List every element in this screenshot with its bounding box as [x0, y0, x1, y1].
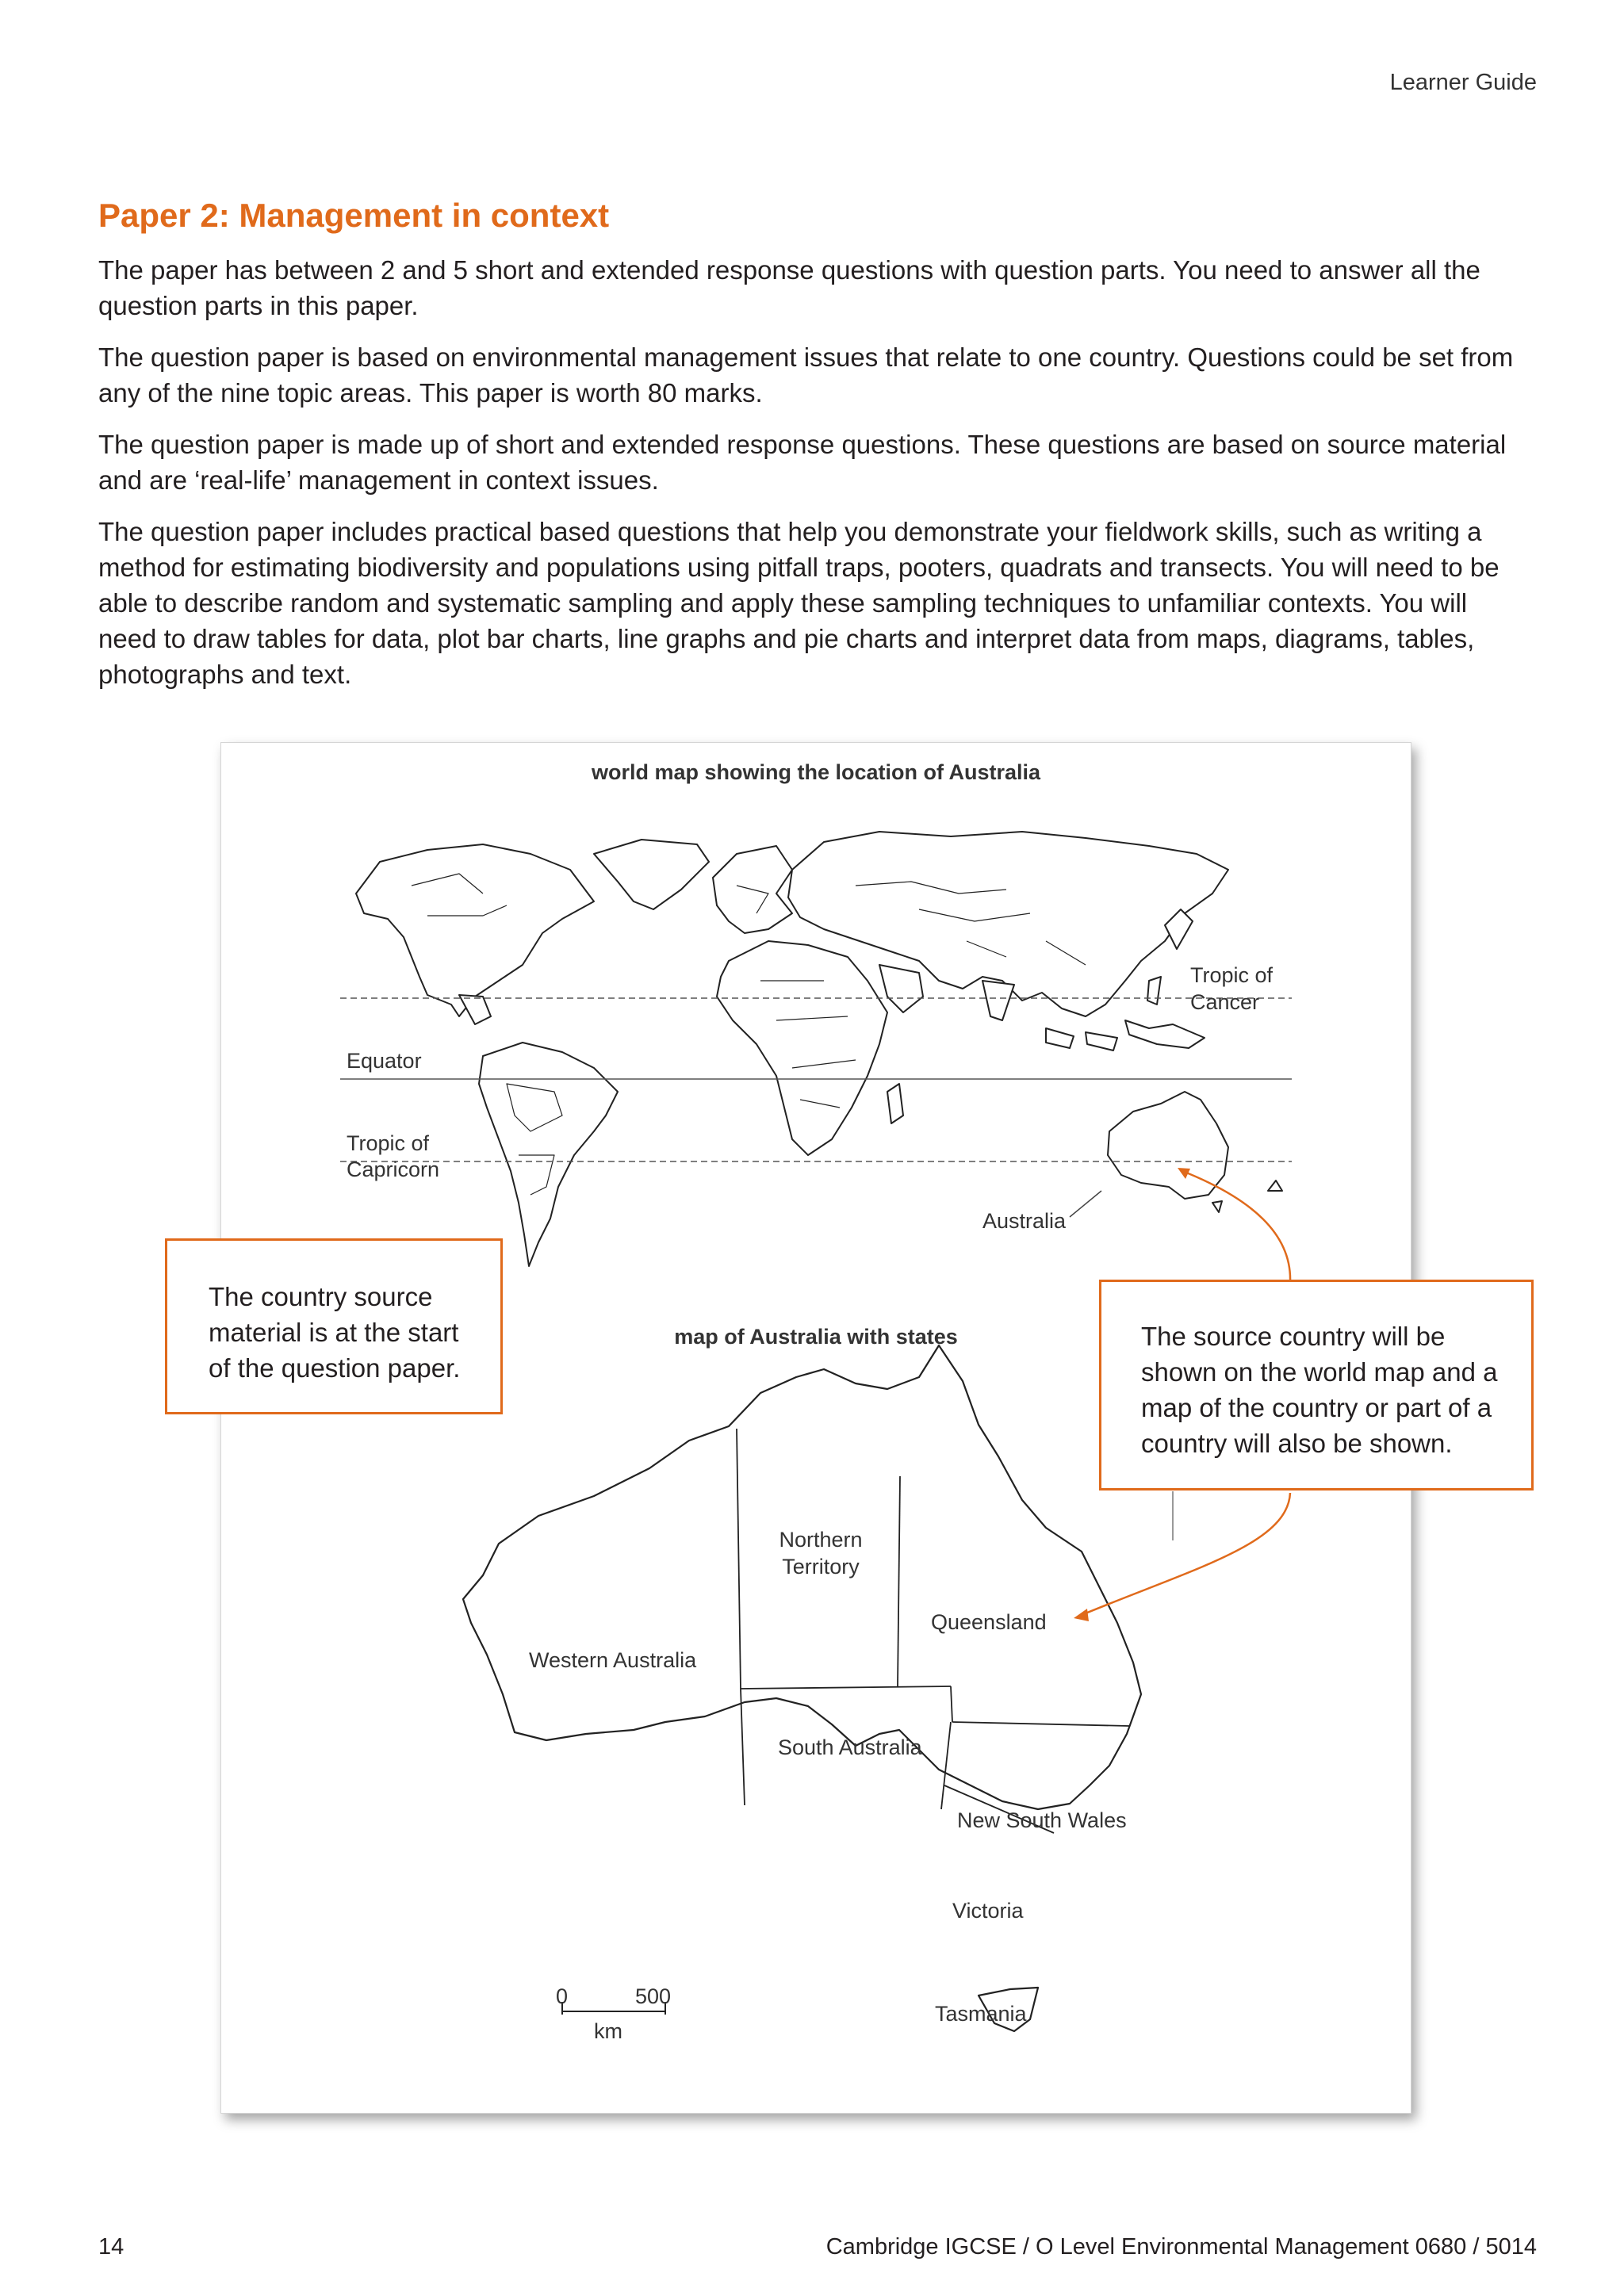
label-tasmania: Tasmania: [935, 2002, 1027, 2026]
page-number: 14: [98, 2234, 124, 2260]
australia-map: [463, 1345, 1141, 2031]
paragraph: The paper has between 2 and 5 short and extended response questions with question parts. You need to answer all the question parts in this paper.: [98, 255, 1480, 320]
svg-text:500: 500: [635, 1984, 672, 2008]
svg-text:Tropic of: Tropic of: [1190, 963, 1274, 987]
africa: [717, 941, 887, 1155]
arrow-to-australia-map: [1082, 1493, 1290, 1615]
tropic-of-cancer-label: [1190, 963, 1274, 1014]
scale-bar: [556, 1984, 671, 2043]
body-text: [98, 252, 1526, 708]
callout-source-material: The country source material is at the start of the question paper.: [165, 1238, 503, 1414]
label-new-south-wales: New South Wales: [957, 1808, 1127, 1832]
svg-text:Tropic of: Tropic of: [347, 1131, 430, 1155]
south-america: [479, 1043, 618, 1266]
svg-text:Territory: Territory: [782, 1555, 860, 1578]
svg-text:0: 0: [556, 1984, 569, 2008]
world-map: [356, 832, 1282, 1266]
label-queensland: Queensland: [931, 1610, 1047, 1634]
australia-world-label: Australia: [982, 1209, 1067, 1233]
world-map-title: world map showing the location of Australia: [591, 760, 1041, 784]
footer-title: Cambridge IGCSE / O Level Environmental Management 0680 / 5014: [825, 2234, 1537, 2260]
section-title: Paper 2: Management in context: [98, 197, 610, 234]
svg-text:Cancer: Cancer: [1190, 990, 1260, 1014]
callout-source-country: The source country will be shown on the world map and a map of the country or part of a country will also be shown.: [1099, 1280, 1534, 1490]
label-victoria: Victoria: [952, 1899, 1024, 1923]
paragraph: The question paper is based on environmental management issues that relate to one country. Questions could be set from any of the nine topic areas. This paper is worth 80 marks.: [98, 342, 1514, 408]
svg-text:km: km: [594, 2019, 622, 2043]
paragraph: The question paper includes practical based questions that help you demonstrate your fieldwork skills, such as writing a method for estimating biodiversity and populations using pitfall traps, pooters, quadrats and transects. You will need to be able to describe random and systematic sampling and apply these sampling techniques to unfamiliar contexts. You will need to draw tables for data, plot bar charts, line graphs and pie charts and interpret data from maps, diagrams, tables, photographs and text.: [98, 517, 1500, 689]
australia-map-title: map of Australia with states: [674, 1325, 958, 1349]
label-western-australia: Western Australia: [529, 1648, 697, 1672]
north-america: [356, 844, 594, 1016]
header-label: Learner Guide: [1389, 70, 1537, 95]
label-northern-territory: Northern: [779, 1528, 863, 1552]
svg-text:Capricorn: Capricorn: [347, 1158, 440, 1181]
label-south-australia: South Australia: [778, 1735, 922, 1759]
greenland: [594, 840, 709, 909]
paragraph: The question paper is made up of short and extended response questions. These questions are based on source material and are ‘real-life’ management in context issues.: [98, 430, 1507, 495]
tropic-of-capricorn-label: [347, 1131, 439, 1181]
equator-label: Equator: [347, 1049, 422, 1073]
